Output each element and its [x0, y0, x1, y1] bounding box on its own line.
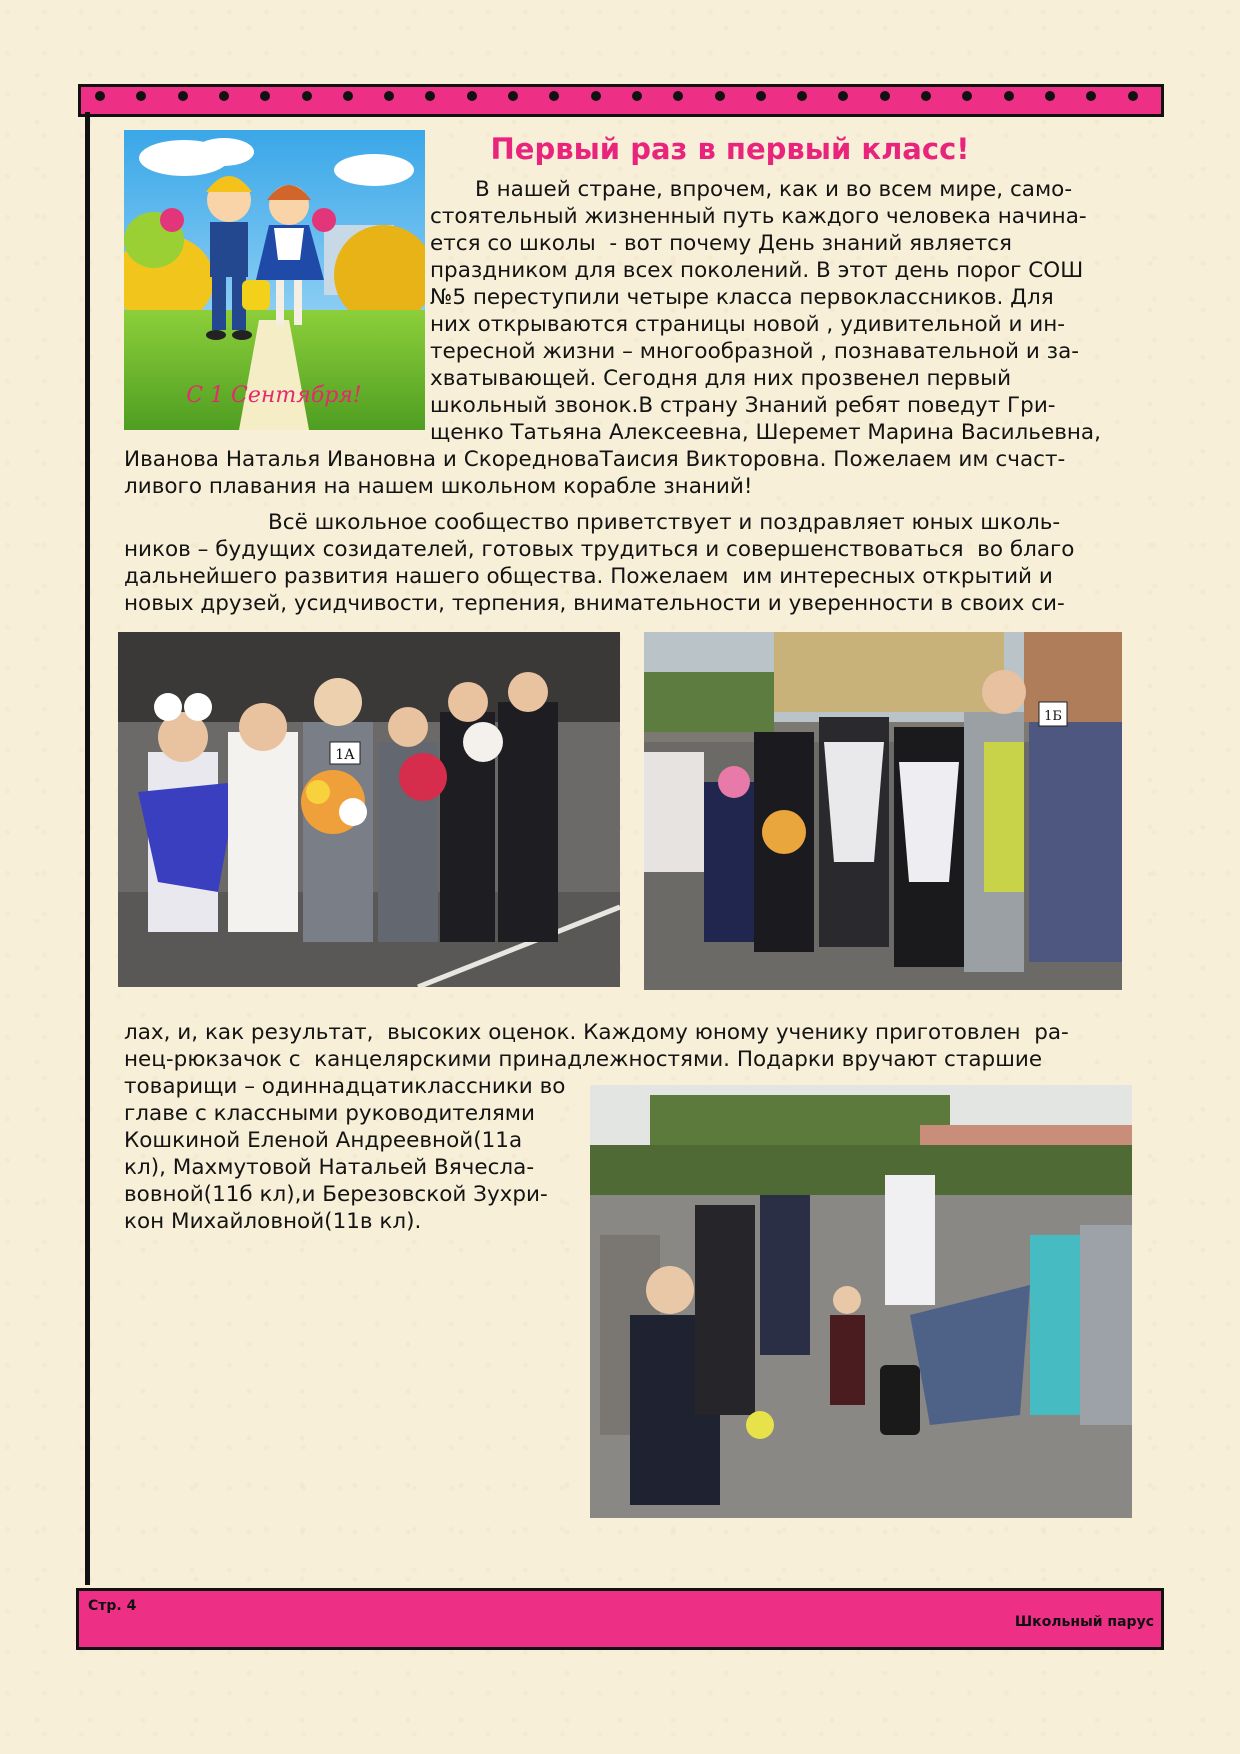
banner-dot	[343, 91, 353, 101]
text-line: вовной(11б кл),и Березовской Зухри-	[124, 1182, 548, 1207]
banner-dot	[95, 91, 105, 101]
text-line: стоятельный жизненный путь каждого человека начина-	[430, 204, 1087, 229]
banner-dot	[1128, 91, 1138, 101]
greeting-card-illustration	[124, 130, 425, 430]
bottom-banner	[76, 1588, 1164, 1650]
text-line: ников – будущих созидателей, готовых трудиться и совершенствоваться во благо	[124, 537, 1075, 562]
magazine-name: Школьный парус	[1014, 1614, 1154, 1630]
photo-gift-ceremony	[590, 1085, 1132, 1518]
banner-dot	[715, 91, 725, 101]
banner-dot	[219, 91, 229, 101]
text-line: праздником для всех поколений. В этот день порог СОШ	[430, 258, 1084, 283]
banner-dot	[797, 91, 807, 101]
banner-dot	[549, 91, 559, 101]
banner-dot	[425, 91, 435, 101]
text-line: тересной жизни – многообразной , познавательной и за-	[430, 339, 1079, 364]
text-line: лах, и, как результат, высоких оценок. Каждому юному ученику приготовлен ра-	[124, 1020, 1069, 1045]
banner-dot	[1004, 91, 1014, 101]
photo-teachers-and-pupils	[644, 632, 1122, 990]
text-line: Иванова Наталья Ивановна и СкоредноваТаисия Викторовна. Пожелаем им счаст-	[124, 447, 1066, 472]
class-sign-1a: 1А	[335, 747, 355, 763]
text-line: Кошкиной Еленой Андреевной(11а	[124, 1128, 523, 1153]
text-line: новых друзей, усидчивости, терпения, внимательности и уверенности в своих си-	[124, 591, 1065, 616]
text-line: щенко Татьяна Алексеевна, Шеремет Марина Васильевна,	[430, 420, 1101, 445]
greeting-card-text: С 1 Сентября!	[186, 383, 362, 408]
article-title: Первый раз в первый класс!	[490, 132, 970, 166]
text-line: хватывающей. Сегодня для них прозвенел первый	[430, 366, 1012, 391]
banner-dot	[962, 91, 972, 101]
text-line: них открываются страницы новой , удивительной и ин-	[430, 312, 1066, 337]
text-line: нец-рюкзачок с канцелярскими принадлежностями. Подарки вручают старшие	[124, 1047, 1043, 1072]
text-line: Всё школьное сообщество приветствует и поздравляет юных школь-	[268, 510, 1061, 535]
banner-dot	[467, 91, 477, 101]
banner-dot	[756, 91, 766, 101]
banner-dot	[880, 91, 890, 101]
text-line: ливого плавания на нашем школьном корабле знаний!	[124, 474, 753, 499]
text-line: главе с классными руководителями	[124, 1101, 535, 1126]
banner-dot	[136, 91, 146, 101]
text-line: №5 переступили четыре класса первоклассников. Для	[430, 285, 1054, 310]
page-number: Стр. 4	[88, 1598, 137, 1614]
banner-dot	[1045, 91, 1055, 101]
banner-dot	[178, 91, 188, 101]
banner-dot	[921, 91, 931, 101]
banner-dot	[591, 91, 601, 101]
text-line: школьный звонок.В страну Знаний ребят поведут Гри-	[430, 393, 1056, 418]
text-line: В нашей стране, впрочем, как и во всем мире, само-	[475, 177, 1073, 202]
text-line: ется со школы - вот почему День знаний является	[430, 231, 1012, 256]
banner-dot	[838, 91, 848, 101]
banner-dot	[1086, 91, 1096, 101]
banner-dot	[508, 91, 518, 101]
top-banner-dots	[95, 91, 1155, 105]
banner-dot	[302, 91, 312, 101]
text-line: кл), Махмутовой Натальей Вячесла-	[124, 1155, 535, 1180]
class-sign-1b: 1Б	[1044, 709, 1062, 724]
text-line: дальнейшего развития нашего общества. Пожелаем им интересных открытий и	[124, 564, 1053, 589]
banner-dot	[384, 91, 394, 101]
text-line: товарищи – одиннадцатиклассники во	[124, 1074, 566, 1099]
text-line: кон Михайловной(11в кл).	[124, 1209, 422, 1234]
banner-dot	[673, 91, 683, 101]
banner-dot	[260, 91, 270, 101]
banner-dot	[632, 91, 642, 101]
left-border-rule	[85, 112, 90, 1585]
photo-first-graders	[118, 632, 620, 987]
